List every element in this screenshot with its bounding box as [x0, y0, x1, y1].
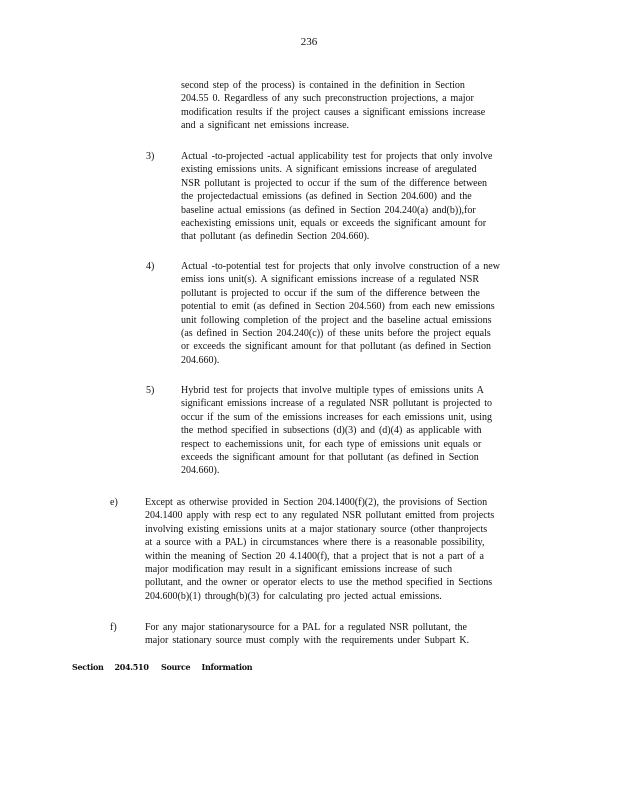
text-line: 204.1400 apply with resp ect to any regulated NSR pollutant emitted from projects — [145, 510, 495, 522]
text-line: 204.660). — [181, 354, 220, 366]
text-line: the method specified in subsections (d)(3) and (d)(4) as applicable with — [181, 425, 482, 437]
text-line: occur if the sum of the emissions increases for each emissions unit, using — [181, 411, 492, 423]
list-item-text — [145, 496, 533, 603]
text-line: at a source with a PAL) in circumstances where there is a reasonable possibility, — [145, 537, 485, 549]
text-line: modification results if the project causes a significant emissions increase — [181, 106, 486, 118]
text-line: (as defined in Section 204.240(c)) of these units before the project equals — [181, 328, 491, 340]
list-item-label: 3) — [146, 151, 155, 162]
text-line: Actual -to-projected -actual applicability test for projects that only involve — [181, 151, 493, 162]
text-line: emiss ions unit(s). A significant emissions increase of a regulated NSR — [181, 274, 480, 286]
text-line: second step of the process) is contained in the definition in Section — [181, 80, 465, 91]
text-line: 204.600(b)(1) through(b)(3) for calculating pro jected actual emissions. — [145, 590, 442, 602]
text-line: Actual -to-potential test for projects that only involve construction of a new — [181, 261, 500, 272]
text-line: the projectedactual emissions (as defined in Section 204.600) and the — [181, 191, 472, 203]
text-line: major modification may result in a significant emissions increase of such — [145, 564, 453, 576]
text-line: within the meaning of Section 20 4.1400(f), that a project that is not a part of a — [145, 550, 484, 562]
text-line: For any major stationarysource for a PAL for a regulated NSR pollutant, the — [145, 622, 467, 633]
list-item-text — [145, 621, 533, 648]
list-item-label: 4) — [146, 261, 155, 272]
text-line: eachexisting emissions unit, equals or exceeds the significant amount for — [181, 218, 487, 230]
section-word: Section — [72, 662, 104, 672]
text-line: and a significant net emissions increase. — [181, 120, 350, 132]
list-item-label: e) — [110, 497, 118, 508]
text-line: respect to eachemissions unit, for each type of emissions unit equals or — [181, 438, 482, 450]
text-line: pollutant is projected to occur if the sum of the difference between the — [181, 287, 480, 299]
list-item-text — [181, 260, 536, 367]
text-line: unit following completion of the project and the baseline actual emissions — [181, 314, 492, 326]
list-item-text — [181, 150, 536, 244]
text-line: Hybrid test for projects that involve multiple types of emissions units A — [181, 385, 484, 396]
list-item-label: f) — [110, 622, 117, 633]
text-line: NSR pollutant is projected to occur if the sum of the difference between — [181, 177, 488, 189]
text-line: major stationary source must comply with the requirements under Subpart K. — [145, 635, 470, 647]
continuation-paragraph — [181, 79, 526, 133]
text-line: potential to emit (as defined in Section 204.560) from each new emissions — [181, 301, 495, 313]
text-line: involving existing emissions units at a major stationary source (other thanprojects — [145, 523, 488, 535]
section-number: 204.510 — [114, 662, 149, 672]
list-item-text — [181, 384, 536, 478]
text-line: existing emissions units. A significant emissions increase of aregulated — [181, 164, 477, 176]
text-line: or exceeds the significant amount for that pollutant (as defined in Section — [181, 341, 492, 353]
section-title-word: Information — [201, 662, 253, 672]
text-line: that pollutant (as definedin Section 204.660). — [181, 231, 370, 243]
section-heading — [72, 662, 252, 672]
text-line: significant emissions increase of a regulated NSR pollutant is projected to — [181, 398, 493, 410]
text-line: 204.660). — [181, 465, 220, 477]
list-item-label: 5) — [146, 385, 155, 396]
text-line: exceeds the significant amount for that pollutant (as defined in Section — [181, 452, 479, 464]
text-line: 204.55 0. Regardless of any such preconstruction projections, a major — [181, 93, 474, 105]
text-line: Except as otherwise provided in Section 204.1400(f)(2), the provisions of Section — [145, 497, 488, 508]
section-title-word: Source — [161, 662, 191, 672]
page-number: 236 — [300, 36, 318, 48]
text-line: baseline actual emissions (as defined in Section 204.240(a) and(b)),for — [181, 204, 476, 216]
text-line: pollutant, and the owner or operator elects to use the method specified in Sections — [145, 577, 493, 589]
